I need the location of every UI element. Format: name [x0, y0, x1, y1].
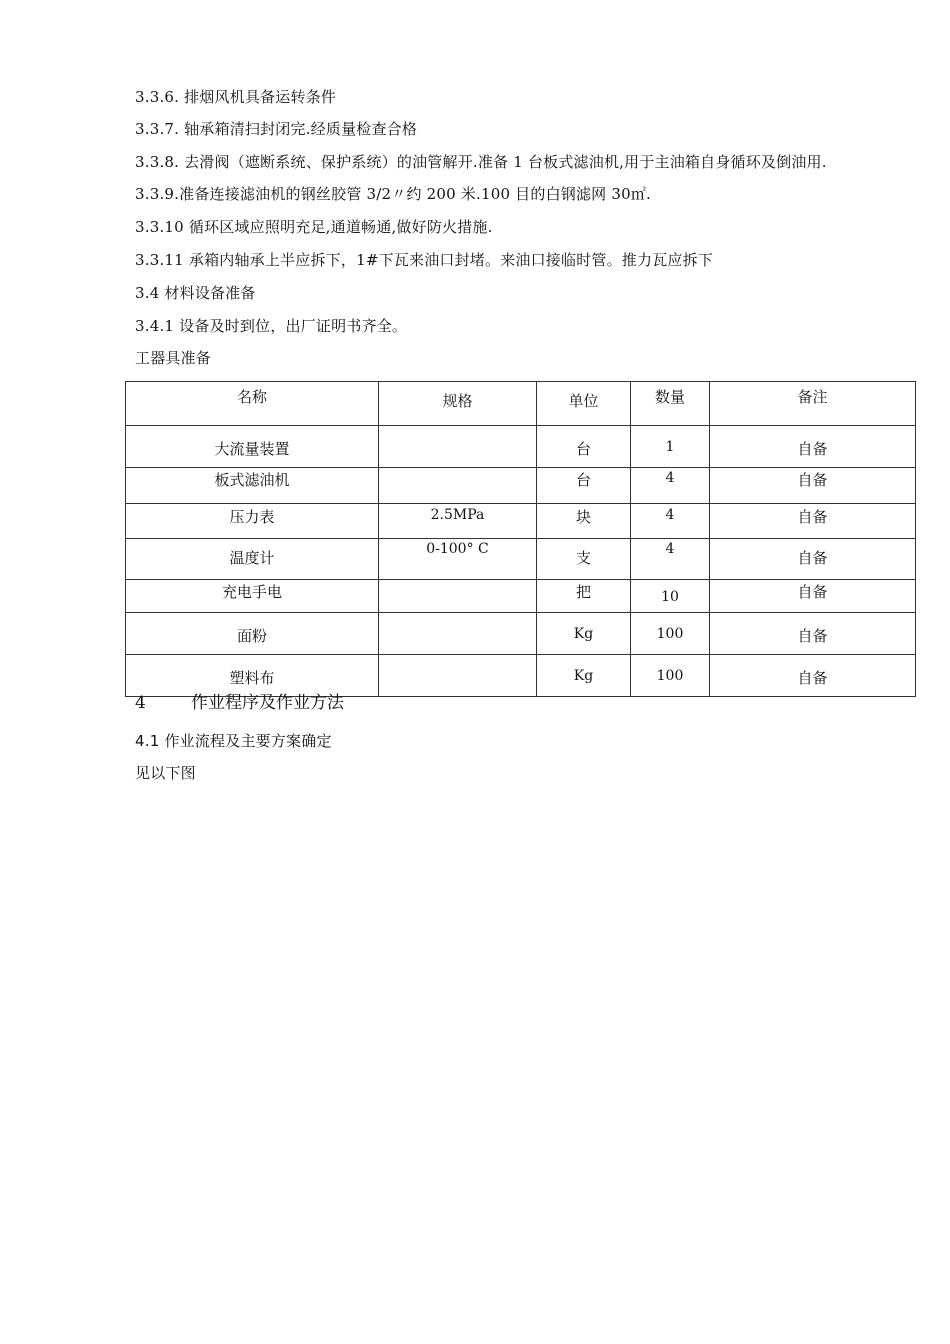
cell-quantity: 4 [631, 504, 710, 539]
cell-unit: 台 [537, 426, 631, 468]
paragraph-3-3-10: 3.3.10 循环区域应照明充足,通道畅通,做好防火措施. [135, 218, 493, 236]
cell-quantity: 100 [631, 613, 710, 655]
cell-spec [379, 580, 537, 613]
section-4-number: 4 [135, 693, 146, 713]
cell-name: 压力表 [126, 504, 379, 539]
cell-unit: Kg [537, 655, 631, 697]
table-row [126, 580, 916, 613]
heading-3-4: 3.4 材料设备准备 [135, 284, 256, 302]
cell-unit: 把 [537, 580, 631, 613]
cell-spec: 0-100° C [379, 539, 537, 580]
paragraph-3-3-8: 3.3.8. 去滑阀（遮断系统、保护系统）的油管解开.准备 1 台板式滤油机,用于主油箱自身循环及倒油用. [135, 153, 827, 171]
cell-unit: 块 [537, 504, 631, 539]
cell-name: 板式滤油机 [126, 468, 379, 504]
header-quantity: 数量 [631, 382, 710, 426]
table-row [126, 613, 916, 655]
cell-quantity: 4 [631, 468, 710, 504]
cell-name: 温度计 [126, 539, 379, 580]
cell-remark: 自备 [710, 504, 916, 539]
table-header-row [126, 382, 916, 426]
section-4-1-heading [135, 731, 332, 751]
paragraph-3-3-9: 3.3.9.准备连接滤油机的钢丝胶管 3/2〃约 200 米.100 目的白钢滤网 30㎡. [135, 185, 652, 203]
header-unit: 单位 [537, 382, 631, 426]
cell-remark: 自备 [710, 613, 916, 655]
table-row [126, 539, 916, 580]
table-row [126, 468, 916, 504]
see-figure-note: 见以下图 [135, 764, 196, 782]
section-4-heading [135, 692, 344, 714]
table-row [126, 504, 916, 539]
section-4-1-title: 作业流程及主要方案确定 [164, 732, 332, 750]
cell-spec [379, 468, 537, 504]
cell-remark: 自备 [710, 468, 916, 504]
cell-remark: 自备 [710, 426, 916, 468]
tools-heading: 工器具准备 [135, 349, 212, 367]
paragraph-3-3-6: 3.3.6. 排烟风机具备运转条件 [135, 88, 337, 106]
cell-spec [379, 426, 537, 468]
cell-name: 充电手电 [126, 580, 379, 613]
cell-unit: 支 [537, 539, 631, 580]
table-row [126, 655, 916, 697]
paragraph-3-3-7: 3.3.7. 轴承箱清扫封闭完.经质量检查合格 [135, 120, 418, 138]
cell-spec [379, 613, 537, 655]
header-spec: 规格 [379, 382, 537, 426]
section-4-1-number: 4.1 [135, 732, 160, 750]
tools-table [125, 381, 916, 697]
section-4-title: 作业程序及作业方法 [191, 693, 344, 713]
cell-unit: 台 [537, 468, 631, 504]
cell-unit: Kg [537, 613, 631, 655]
cell-name: 大流量装置 [126, 426, 379, 468]
cell-remark: 自备 [710, 580, 916, 613]
cell-quantity: 100 [631, 655, 710, 697]
cell-name: 面粉 [126, 613, 379, 655]
cell-spec [379, 655, 537, 697]
paragraph-3-4-1: 3.4.1 设备及时到位，出厂证明书齐全。 [135, 317, 408, 335]
cell-remark: 自备 [710, 539, 916, 580]
cell-quantity: 4 [631, 539, 710, 580]
cell-spec: 2.5MPa [379, 504, 537, 539]
header-name: 名称 [126, 382, 379, 426]
paragraph-3-3-11: 3.3.11 承箱内轴承上半应拆下，1#下瓦来油口封堵。来油口接临时管。推力瓦应拆下 [135, 251, 713, 269]
cell-name: 塑料布 [126, 655, 379, 697]
table-row [126, 426, 916, 468]
cell-remark: 自备 [710, 655, 916, 697]
cell-quantity: 10 [631, 580, 710, 613]
header-remark: 备注 [710, 382, 916, 426]
cell-quantity: 1 [631, 426, 710, 468]
